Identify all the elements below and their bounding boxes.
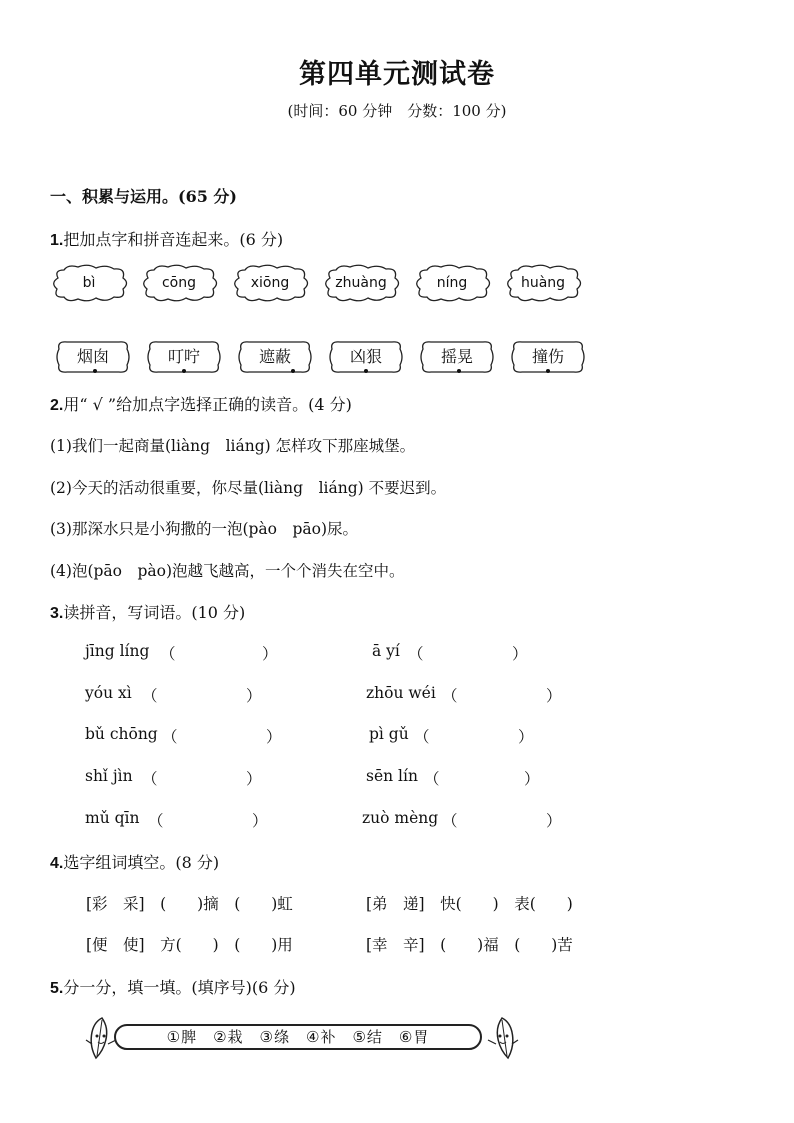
page-subtitle: (时间：60 分钟 分数：100 分) [287,102,507,120]
answer-paren-open: （ [160,645,176,663]
q2-item-1: (1)我们一起商量(liàng liáng) 怎样攻下那座城堡。 [50,437,416,455]
answer-paren-open: （ [142,770,158,788]
pinyin-label: xiōng [250,275,290,291]
right-leaf-character-icon [482,1014,522,1062]
pinyin-cloud [322,264,400,302]
pinyin-label: huàng [520,275,566,291]
question-3 [50,600,245,623]
pinyin-prompt: jīng líng [85,642,150,660]
q4-row-2-right: [幸 辛] ( )福 ( )苦 [366,936,573,954]
answer-paren-open: （ [148,812,164,830]
answer-paren-close: ） [518,728,534,746]
word-box [146,339,222,375]
pinyin-prompt: zhōu wéi [366,684,436,702]
options-banner [82,1014,522,1062]
pinyin-label: bì [82,275,96,291]
emphasis-dot [291,369,295,373]
answer-paren-open: （ [408,645,424,663]
emphasis-dot [457,369,461,373]
word-label: 摇晃 [440,347,473,366]
options-box [114,1024,482,1050]
answer-paren-close: ） [546,812,562,830]
pinyin-label: níng [436,275,468,291]
answer-paren-open: （ [424,770,440,788]
emphasis-dot [93,369,97,373]
answer-paren-close: ） [246,770,262,788]
q4-row-1-right: [弟 递] 快( ) 表( ) [366,895,573,913]
word-label: 遮蔽 [258,347,291,366]
answer-paren-open: （ [414,728,430,746]
pinyin-prompt: zuò mèng [362,809,439,827]
options-text: ①脾 ②栽 ③绦 ④补 ⑤结 ⑥胃 [166,1028,430,1046]
answer-paren-close: ） [252,812,268,830]
pinyin-label: zhuàng [335,275,387,291]
word-label: 烟囱 [76,347,109,366]
word-box [510,339,586,375]
section-heading: 一、积累与运用。(65 分) [50,187,237,206]
answer-paren-close: ） [266,728,282,746]
q4-row-1-left: [彩 采] ( )摘 ( )虹 [86,895,293,913]
q4-row-2-left: [便 使] 方( ) ( )用 [86,936,293,954]
question-number: 1. [50,232,64,249]
answer-paren-open: （ [162,728,178,746]
pinyin-prompt: ā yí [372,642,400,660]
pinyin-label: cōng [161,275,197,291]
question-5 [50,975,296,998]
question-text: 分一分，填一填。(填序号)(6 分) [63,978,296,997]
word-box [328,339,404,375]
question-2 [50,392,352,415]
answer-paren-open: （ [142,687,158,705]
emphasis-dot [182,369,186,373]
pinyin-cloud [231,264,309,302]
pinyin-cloud [50,264,128,302]
question-number: 3. [50,605,64,622]
pinyin-prompt: yóu xì [85,684,132,702]
word-label: 凶狠 [349,347,382,366]
question-number: 4. [50,855,64,872]
answer-paren-open: （ [442,687,458,705]
emphasis-dot [546,369,550,373]
word-box [419,339,495,375]
pinyin-cloud [504,264,582,302]
word-label: 撞伤 [531,347,564,366]
emphasis-dot [364,369,368,373]
answer-paren-open: （ [442,812,458,830]
pinyin-prompt: shǐ jìn [85,767,133,785]
answer-paren-close: ） [246,687,262,705]
question-text: 读拼音，写词语。(10 分) [63,603,246,622]
question-text: 用“ √ ”给加点字选择正确的读音。(4 分) [63,395,352,414]
pinyin-cloud [140,264,218,302]
pinyin-prompt: pì gǔ [369,725,409,743]
q2-item-4: (4)泡(pāo pào)泡越飞越高，一个个消失在空中。 [50,562,405,580]
question-4 [50,850,219,873]
answer-paren-close: ） [512,645,528,663]
pinyin-prompt: sēn lín [366,767,418,785]
question-text: 把加点字和拼音连起来。(6 分) [63,230,284,249]
page-title: 第四单元测试卷 [299,59,495,90]
pinyin-cloud [413,264,491,302]
word-label: 叮咛 [167,347,200,366]
q2-item-2: (2)今天的活动很重要，你尽量(liàng liáng) 不要迟到。 [50,479,447,497]
question-number: 5. [50,980,64,997]
question-number: 2. [50,397,64,414]
pinyin-prompt: mǔ qīn [85,809,140,827]
answer-paren-close: ） [524,770,540,788]
answer-paren-close: ） [546,687,562,705]
question-1 [50,227,283,250]
q2-item-3: (3)那深水只是小狗撒的一泡(pào pāo)尿。 [50,520,359,538]
word-box [55,339,131,375]
word-box [237,339,313,375]
answer-paren-close: ） [262,645,278,663]
question-text: 选字组词填空。(8 分) [63,853,220,872]
pinyin-prompt: bǔ chōng [85,725,158,743]
